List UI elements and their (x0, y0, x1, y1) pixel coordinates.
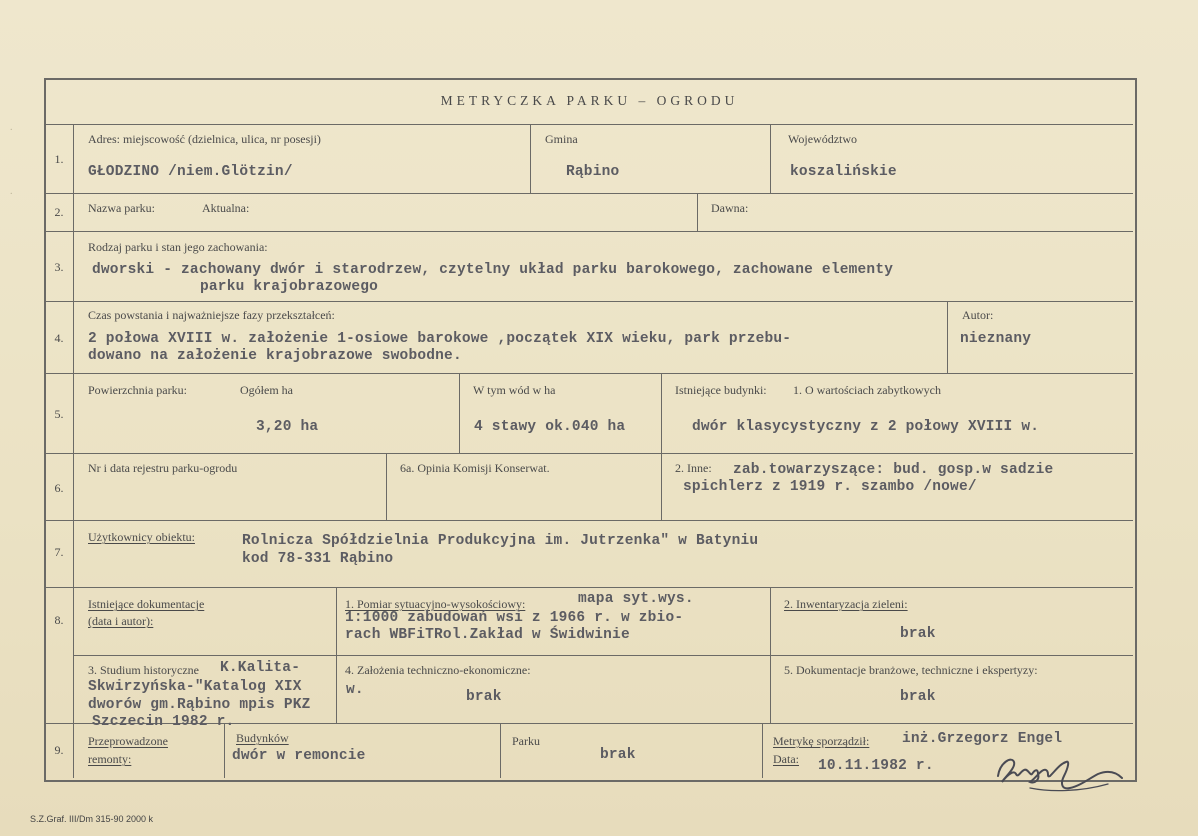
historical-study-line: dworów gm.Rąbino mpis PKZ (88, 697, 311, 713)
compiled-by-label: Metrykę sporządził: (773, 734, 870, 748)
print-code: S.Z.Graf. III/Dm 315-90 2000 k (30, 814, 154, 824)
row-number: 6. (54, 481, 64, 495)
compiled-by-value: inż.Grzegorz Engel (902, 731, 1063, 747)
park-type-label: Rodzaj parku i stan jego zachowania: (88, 240, 268, 254)
park-type-line: dworski - zachowany dwór i starodrzew, czytelny układ parku barokowego, zachowane elementy (92, 262, 894, 278)
survey-line: mapa syt.wys. (578, 591, 694, 607)
renovations-label: Przeprowadzone (88, 734, 168, 748)
rule (46, 193, 1133, 194)
history-line: 2 połowa XVIII w. założenie 1-osiowe barokowe ,początek XIX wieku, park przebu- (88, 331, 792, 347)
conservator-opinion-label: 6a. Opinia Komisji Konserwat. (400, 461, 550, 475)
rule (947, 301, 948, 373)
margin-mark: . (10, 186, 13, 197)
rule (770, 587, 771, 723)
park-renovation-label: Parku (512, 734, 540, 748)
rule (46, 124, 1133, 125)
survey-line: rach WBFiTRol.Zakład w Świdwinie (345, 627, 630, 643)
history-label: Czas powstania i najważniejsze fazy przekształceń: (88, 308, 335, 322)
greenery-label: 2. Inwentaryzacja zieleni: (784, 597, 908, 611)
signature-image (990, 748, 1130, 798)
rule (661, 373, 662, 453)
row-number: 9. (54, 743, 64, 757)
survey-label: 1. Pomiar sytuacyjno-wysokościowy: (345, 597, 526, 611)
row-number: 8. (54, 613, 64, 627)
author-value: nieznany (960, 331, 1032, 347)
rule (224, 723, 225, 778)
form-title: METRYCZKA PARKU – OGRODU (440, 93, 739, 108)
area-total-label: Ogółem ha (240, 383, 293, 397)
row-number: 3. (54, 260, 64, 274)
row-number: 4. (54, 331, 64, 345)
gmina-value: Rąbino (566, 164, 620, 180)
voivodeship-label: Województwo (788, 132, 858, 146)
branch-docs-value: brak (900, 689, 936, 705)
other-buildings-line: zab.towarzyszące: bud. gosp.w sadzie (733, 462, 1054, 478)
buildings-renovation-label: Budynków (236, 731, 289, 745)
rule (46, 231, 1133, 232)
tech-econ-prefix: w. (346, 682, 364, 698)
rule (46, 520, 1133, 521)
area-value: 3,20 ha (256, 419, 319, 435)
buildings-renovation-value: dwór w remoncie (232, 748, 366, 764)
rule (73, 124, 74, 778)
rule (46, 373, 1133, 374)
rule (459, 373, 460, 453)
park-type-line: parku krajobrazowego (200, 279, 379, 295)
address-label: Adres: miejscowość (dzielnica, ulica, nr posesji) (88, 132, 321, 146)
users-line: kod 78-331 Rąbino (242, 551, 394, 567)
renovations-label: remonty: (88, 752, 132, 766)
rule (386, 453, 387, 520)
survey-line: 1:1000 zabudowań wsi z 1966 r. w zbio- (345, 610, 684, 626)
row-number: 5. (54, 407, 64, 421)
former-name-label: Dawna: (711, 201, 749, 215)
rule (697, 193, 698, 231)
address-value: GŁODZINO /niem.Glötzin/ (88, 164, 293, 180)
history-line: dowano na założenie krajobrazowe swobodne. (88, 348, 462, 364)
register-label: Nr i data rejestru parku-ogrodu (88, 461, 238, 475)
docs-label: (data i autor): (88, 614, 154, 628)
other-buildings-label: 2. Inne: (675, 461, 712, 475)
rule (74, 655, 1133, 656)
voivodeship-value: koszalińskie (790, 164, 897, 180)
rule (500, 723, 501, 778)
rule (661, 453, 662, 520)
historical-study-label: 3. Studium historyczne (88, 663, 199, 677)
water-value: 4 stawy ok.040 ha (474, 419, 626, 435)
other-buildings-line: spichlerz z 1919 r. szambo /nowe/ (683, 479, 977, 495)
docs-label: Istniejące dokumentacje (88, 597, 205, 611)
park-renovation-value: brak (600, 747, 636, 763)
tech-econ-label: 4. Założenia techniczno-ekonomiczne: (345, 663, 531, 677)
rule (336, 587, 337, 723)
date-label: Data: (773, 752, 799, 766)
users-label: Użytkownicy obiektu: (88, 530, 195, 544)
rule (530, 124, 531, 193)
historical-study-line: Szczecin 1982 r. (92, 714, 235, 730)
rule (46, 301, 1133, 302)
buildings-heritage-label: 1. O wartościach zabytkowych (793, 383, 941, 397)
gmina-label: Gmina (545, 132, 578, 146)
row-number: 1. (54, 152, 64, 166)
author-label: Autor: (962, 308, 994, 322)
margin-mark: . (10, 122, 13, 133)
rule (46, 453, 1133, 454)
rule (762, 723, 763, 778)
park-name-label: Nazwa parku: (88, 201, 155, 215)
tech-econ-value: brak (466, 689, 502, 705)
historical-study-line: Skwirzyńska-"Katalog XIX (88, 679, 302, 695)
buildings-label: Istniejące budynki: (675, 383, 767, 397)
date-value: 10.11.1982 r. (818, 758, 934, 774)
branch-docs-label: 5. Dokumentacje branżowe, techniczne i ekspertyzy: (784, 663, 1038, 677)
users-line: Rolnicza Spółdzielnia Produkcyjna im. Jutrzenka" w Batyniu (242, 533, 759, 549)
greenery-value: brak (900, 626, 936, 642)
buildings-heritage-value: dwór klasycystyczny z 2 połowy XVIII w. (692, 419, 1040, 435)
row-number: 7. (54, 545, 64, 559)
area-label: Powierzchnia parku: (88, 383, 187, 397)
current-name-label: Aktualna: (202, 201, 250, 215)
row-number: 2. (54, 205, 64, 219)
water-label: W tym wód w ha (473, 383, 556, 397)
historical-study-line: K.Kalita- (220, 660, 301, 676)
rule (46, 587, 1133, 588)
rule (770, 124, 771, 193)
